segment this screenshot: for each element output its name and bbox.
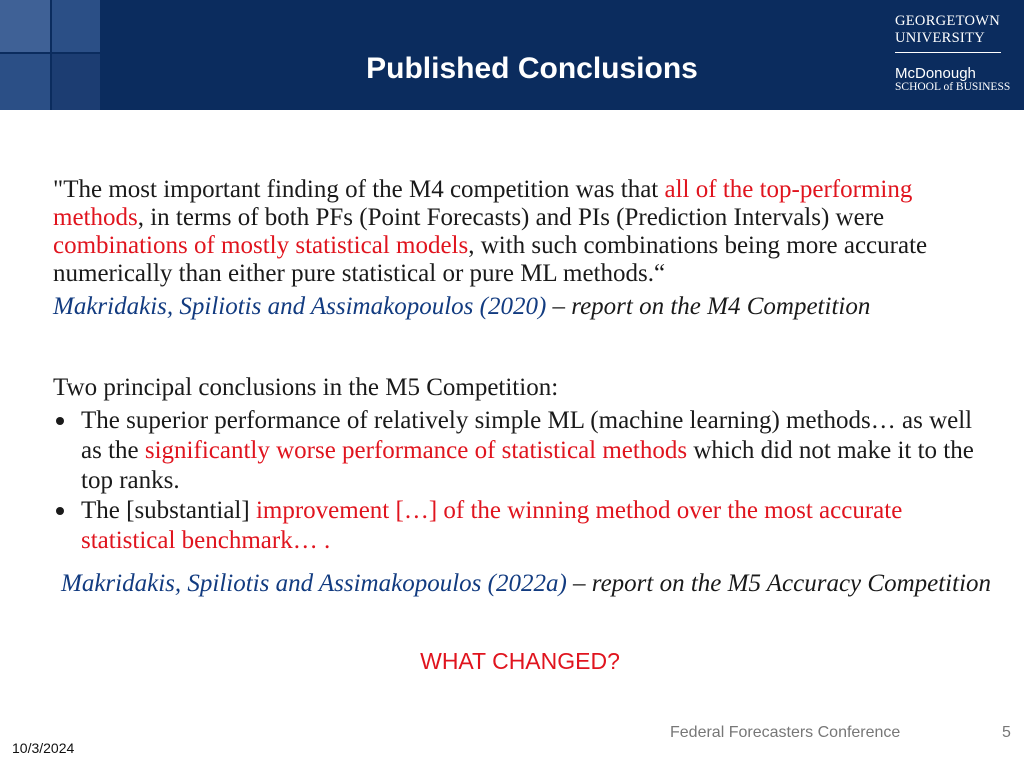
logo-line-mcdonough: McDonough — [895, 65, 976, 82]
footer-date: 10/3/2024 — [12, 740, 75, 756]
list-item — [53, 496, 998, 556]
what-changed-callout: WHAT CHANGED? — [420, 648, 620, 674]
m4-quote-highlight-combinations: combinations of mostly statistical models — [53, 232, 469, 259]
m4-quote-highlight-top-methods: all of the top-performing methods — [53, 176, 913, 231]
footer-page-number: 5 — [1002, 724, 1011, 741]
bullet-icon — [56, 417, 64, 425]
list-item — [53, 406, 998, 496]
decorative-square — [52, 0, 100, 52]
bullet2-highlight: improvement […] of the winning method over the most accurate statistical benchmark… . — [81, 497, 903, 554]
bullet-icon — [56, 507, 64, 515]
logo-line-university: UNIVERSITY — [895, 30, 985, 46]
m4-citation-title: – report on the M4 Competition — [546, 293, 871, 320]
bullet1-highlight: significantly worse performance of statistical methods — [144, 437, 688, 464]
m5-conclusions-list — [53, 406, 998, 556]
slide-title: Published Conclusions — [366, 52, 698, 85]
slide-body — [53, 176, 998, 598]
bullet1-post: which did not make it to the top ranks. — [81, 437, 974, 494]
logo-line-school: SCHOOL of BUSINESS — [895, 81, 1011, 93]
m5-citation-title: – report on the M5 Accuracy Competition — [566, 570, 992, 597]
bullet2-pre: The [substantial] — [81, 497, 256, 524]
bullet1-pre: The superior performance of relatively simple ML (machine learning) methods… as well as the — [81, 407, 973, 464]
m5-intro: Two principal conclusions in the M5 Competition: — [53, 374, 559, 401]
header-bar — [0, 0, 1024, 110]
m5-citation — [53, 570, 998, 598]
georgetown-mcdonough-logo — [878, 10, 1018, 100]
m5-citation-authors: Makridakis, Spiliotis and Assimakopoulos (2022a) — [61, 570, 567, 597]
m4-quote — [53, 176, 998, 288]
m4-citation-authors: Makridakis, Spiliotis and Assimakopoulos (2020) — [53, 293, 547, 320]
m4-quote-open: "The most important finding of the M4 competition was that — [53, 176, 665, 203]
m4-quote-middle: , in terms of both PFs (Point Forecasts) and PIs (Prediction Intervals) were — [137, 204, 885, 231]
decorative-square — [0, 0, 50, 52]
m4-citation — [53, 293, 998, 321]
logo-line-georgetown: GEORGETOWN — [895, 13, 1001, 29]
m4-quote-close: , with such combinations being more accurate numerically than either pure statistical or pure ML methods.“ — [53, 232, 928, 287]
logo-divider — [895, 52, 1001, 53]
footer-conference: Federal Forecasters Conference — [670, 724, 901, 741]
